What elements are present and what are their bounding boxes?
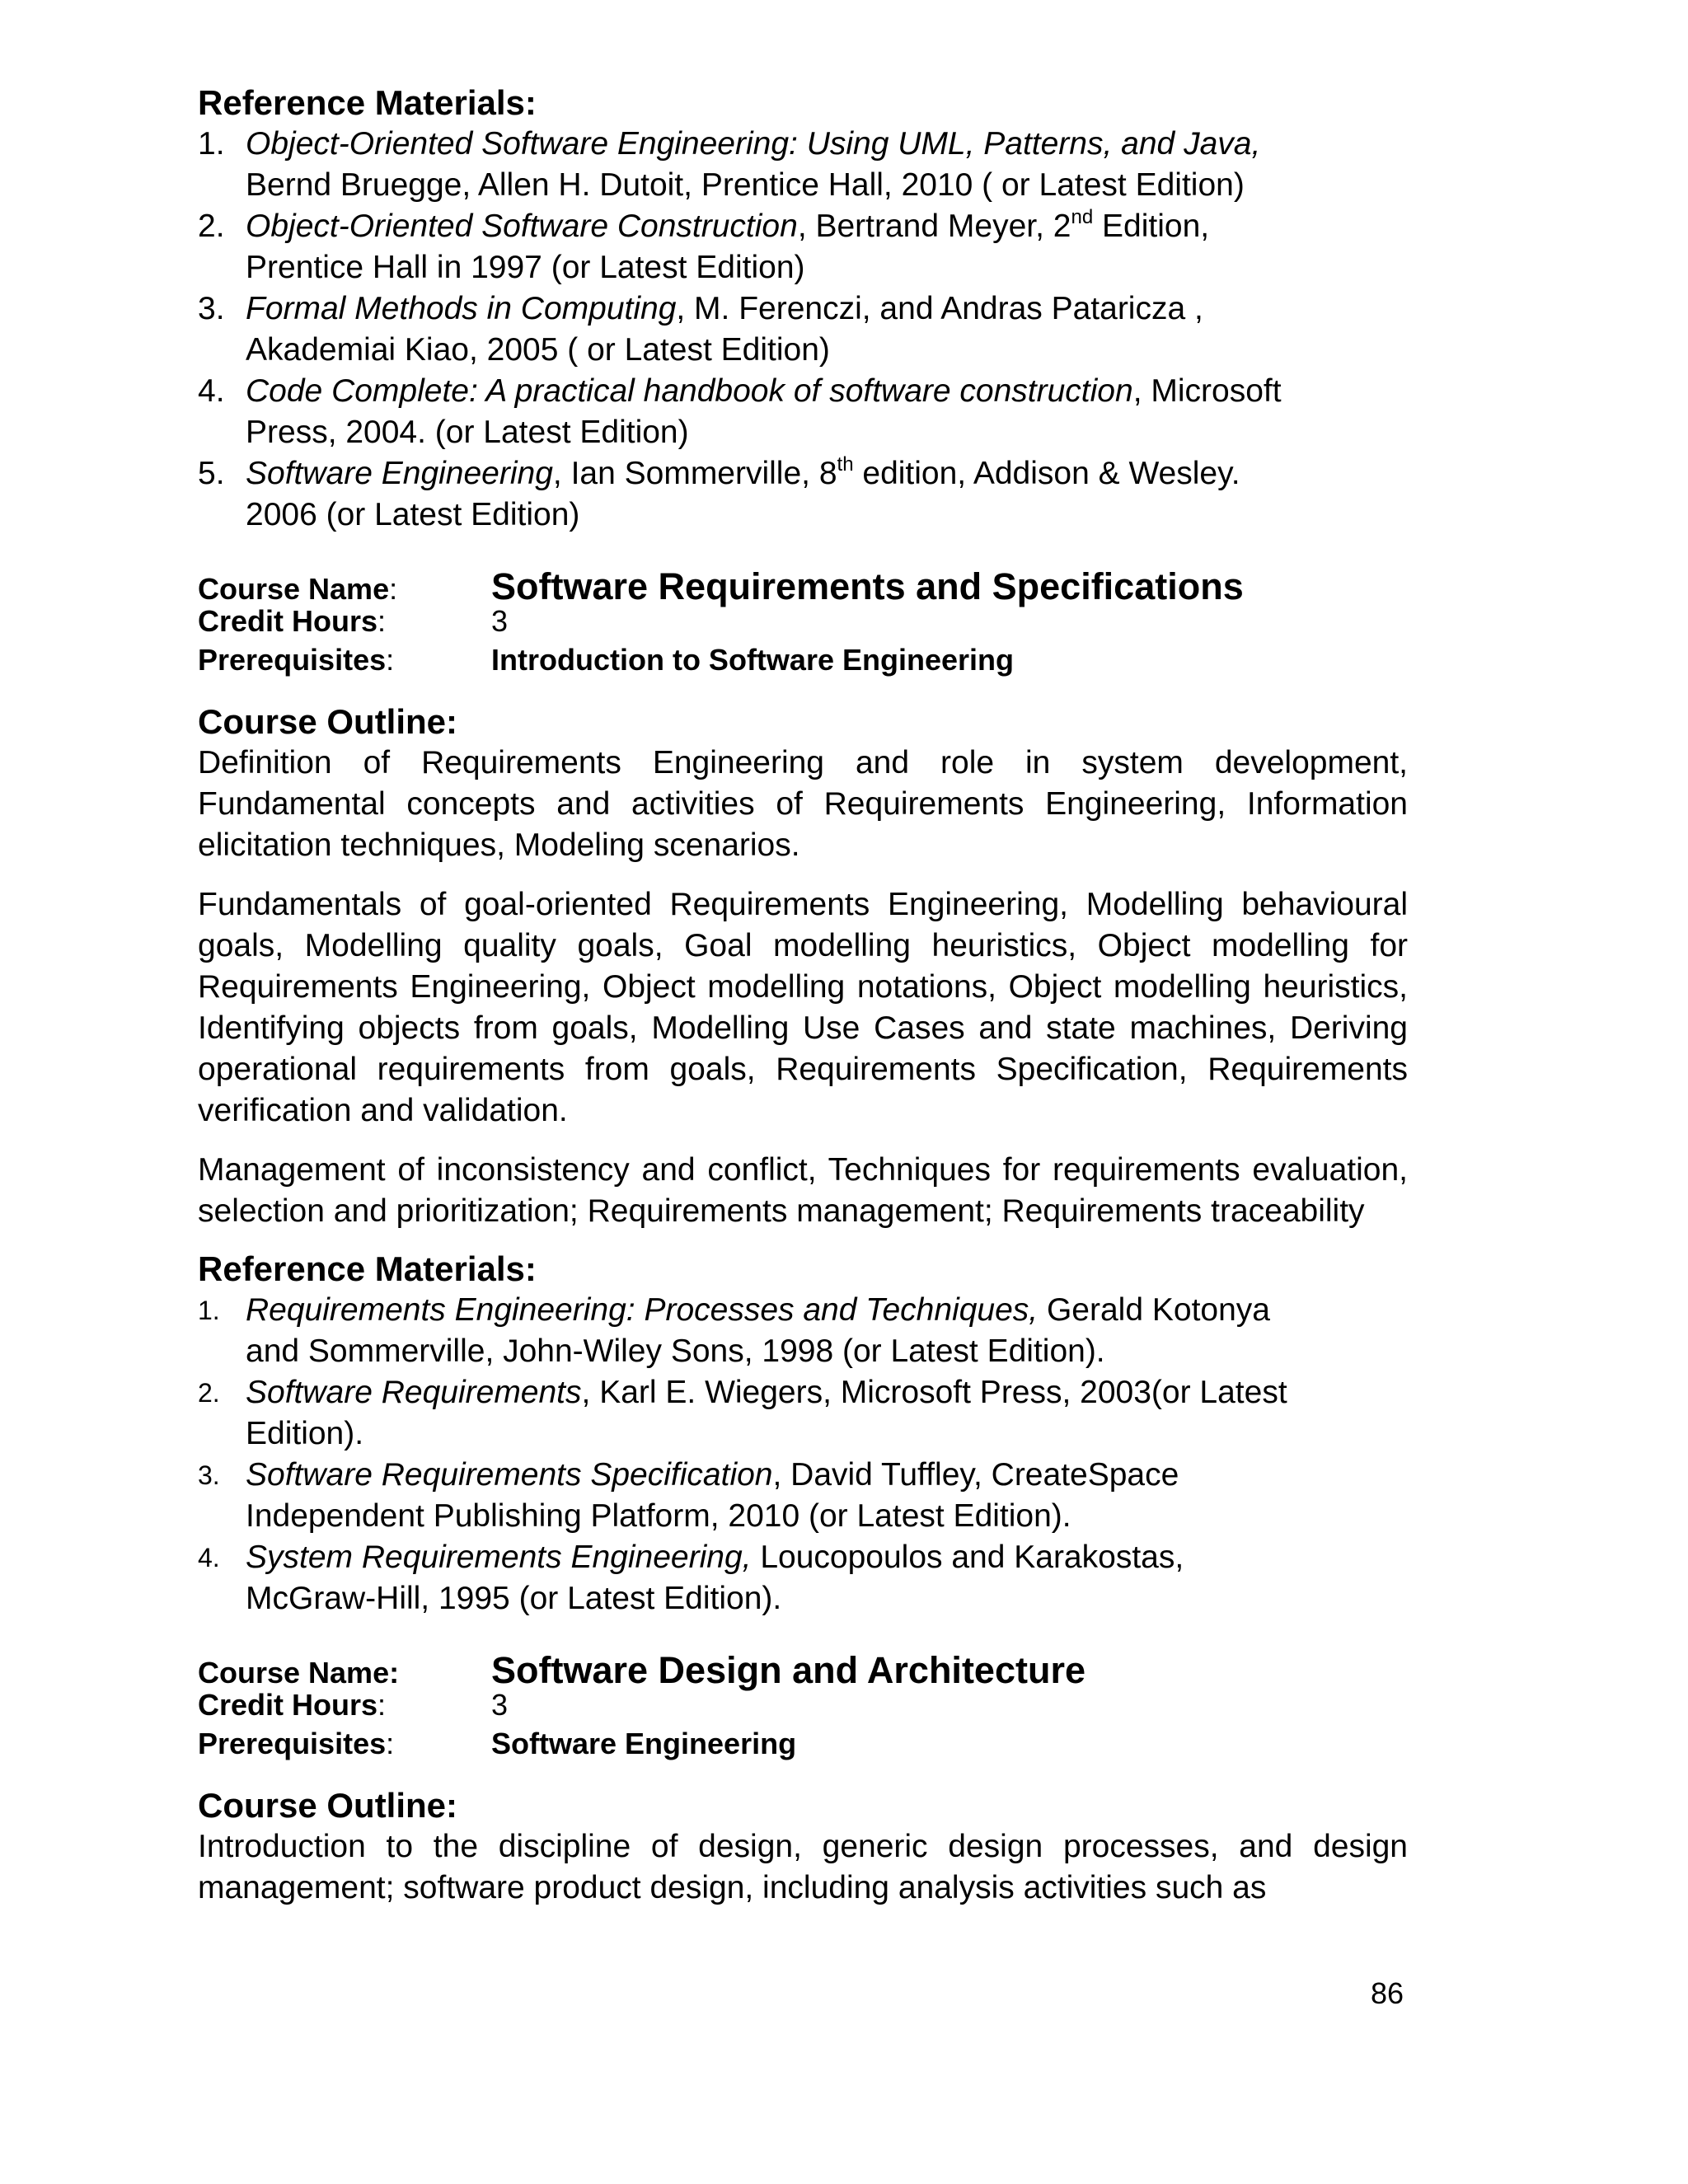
book-title: Object-Oriented Software Construction xyxy=(246,209,798,244)
course-info-block xyxy=(198,565,1408,682)
book-details: Loucopoulos and Karakostas, xyxy=(751,1540,1184,1575)
book-details: Edition, xyxy=(1093,209,1210,244)
course-name-row xyxy=(198,1649,1408,1691)
book-title: Object-Oriented Software Engineering: Using UML, Patterns, and Java, xyxy=(246,126,1261,162)
reference-item xyxy=(198,1290,1408,1372)
superscript: nd xyxy=(1071,206,1094,228)
book-details: , Ian Sommerville, 8 xyxy=(552,456,837,491)
outline-paragraph: Management of inconsistency and conflict, Techniques for requirements evaluation, selection and prioritization; Requirements management; Requirements traceability xyxy=(198,1152,1408,1229)
prerequisites-value: Software Engineering xyxy=(491,1727,797,1760)
course-info-block xyxy=(198,1649,1408,1765)
credit-hours-value: 3 xyxy=(491,1688,509,1722)
book-details: Bernd Bruegge, Allen H. Dutoit, Prentice Hall, 2010 ( or Latest Edition) xyxy=(246,167,1245,203)
superscript: th xyxy=(837,453,854,476)
course-name-label: Course Name xyxy=(198,572,390,606)
book-details: Akademiai Kiao, 2005 ( or Latest Edition) xyxy=(246,332,830,368)
prerequisites-row: Prerequisites: Introduction to Software Engineering xyxy=(198,643,1014,677)
outline-paragraph: Fundamentals of goal-oriented Requirements Engineering, Modelling behavioural goals, Modelling quality goals, Goal modelling heuristics, Object modelling for Requirements Engineering, Object modelling notations, Object modelling heuristics, Identifying objects from goals, Modelling Use Cases and state machines, Deriving operational requirements from goals, Requirements Specification, Requirements verification and validation. xyxy=(198,887,1408,1128)
book-details: , M. Ferenczi, and Andras Pataricza , xyxy=(676,291,1203,326)
reference-materials-heading: Reference Materials: xyxy=(198,1249,537,1288)
prerequisites-row: Prerequisites: Software Engineering xyxy=(198,1727,797,1760)
item-number: 4. xyxy=(198,1543,220,1572)
reference-item xyxy=(198,1455,1408,1537)
book-details: 2006 (or Latest Edition) xyxy=(246,497,580,532)
item-number: 1. xyxy=(198,126,225,162)
book-details: , Microsoft xyxy=(1132,373,1282,409)
document-page xyxy=(198,82,1408,1909)
course-name-row: Course Name: Software Requirements and Specifications xyxy=(198,565,1244,607)
book-details: and Sommerville, John-Wiley Sons, 1998 (or Latest Edition). xyxy=(246,1333,1105,1369)
outline-paragraph: Introduction to the discipline of design, generic design processes, and design management; software product design, including analysis activities such as xyxy=(198,1829,1408,1905)
book-details: Edition). xyxy=(246,1416,364,1451)
reference-list xyxy=(198,124,1408,536)
item-number: 5. xyxy=(198,456,225,491)
reference-item xyxy=(198,1372,1408,1455)
book-details: Prentice Hall in 1997 (or Latest Edition) xyxy=(246,250,805,285)
book-details: McGraw-Hill, 1995 (or Latest Edition). xyxy=(246,1581,782,1616)
credit-hours-value: 3 xyxy=(491,604,509,638)
book-title: Software Engineering xyxy=(246,456,553,491)
item-number: 4. xyxy=(198,373,225,409)
reference-item xyxy=(198,124,1408,206)
page-number: 86 xyxy=(1371,1976,1404,2010)
book-title: Software Requirements Specification xyxy=(246,1457,773,1493)
course-outline-heading: Course Outline: xyxy=(198,1786,458,1825)
reference-item xyxy=(198,453,1408,536)
credit-hours-row: Credit Hours: 3 xyxy=(198,604,509,638)
book-title: Software Requirements xyxy=(246,1375,582,1410)
item-number: 2. xyxy=(198,1378,220,1408)
book-details: , Karl E. Wiegers, Microsoft Press, 2003(or Latest xyxy=(581,1375,1287,1410)
item-number: 3. xyxy=(198,1460,220,1490)
prerequisites-label: Prerequisites xyxy=(198,643,387,677)
credit-hours-row: Credit Hours: 3 xyxy=(198,1688,509,1722)
reference-item xyxy=(198,288,1408,371)
reference-list xyxy=(198,1290,1408,1619)
book-details: , David Tuffley, CreateSpace xyxy=(772,1457,1179,1493)
course-name-label: Course Name: xyxy=(198,1656,400,1690)
book-details: Press, 2004. (or Latest Edition) xyxy=(246,415,689,450)
book-title: System Requirements Engineering, xyxy=(246,1540,752,1575)
outline-paragraph: Definition of Requirements Engineering and role in system development, Fundamental concepts and activities of Requirements Engineering, Information elicitation techniques, Modeling scenarios. xyxy=(198,745,1408,863)
book-title: Requirements Engineering: Processes and Techniques, xyxy=(246,1292,1039,1328)
course-name: Software Requirements and Specifications xyxy=(491,565,1244,607)
book-details: Independent Publishing Platform, 2010 (or Latest Edition). xyxy=(246,1498,1071,1534)
item-number: 2. xyxy=(198,209,225,244)
prerequisites-label: Prerequisites xyxy=(198,1727,387,1760)
credit-hours-label: Credit Hours xyxy=(198,1688,378,1722)
book-details: edition, Addison & Wesley. xyxy=(853,456,1240,491)
reference-item xyxy=(198,371,1408,453)
item-number: 3. xyxy=(198,291,225,326)
prerequisites-value: Introduction to Software Engineering xyxy=(491,643,1014,677)
book-title: Formal Methods in Computing xyxy=(246,291,677,326)
course-outline-heading: Course Outline: xyxy=(198,702,458,741)
book-details: Gerald Kotonya xyxy=(1038,1292,1270,1328)
credit-hours-label: Credit Hours xyxy=(198,604,378,638)
reference-item xyxy=(198,206,1408,288)
course-name: Software Design and Architecture xyxy=(491,1649,1085,1691)
reference-materials-heading: Reference Materials: xyxy=(198,83,537,122)
reference-item xyxy=(198,1537,1408,1619)
book-details: , Bertrand Meyer, 2 xyxy=(797,209,1071,244)
book-title: Code Complete: A practical handbook of software construction xyxy=(246,373,1133,409)
item-number: 1. xyxy=(198,1296,220,1325)
